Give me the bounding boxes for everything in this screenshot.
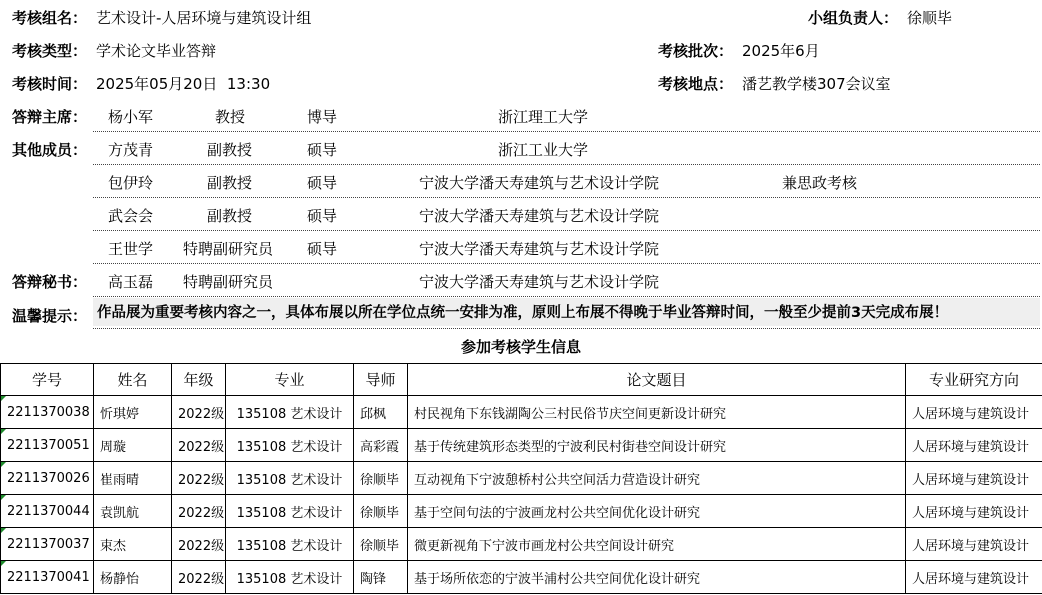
student-id: 2211370038 [7,404,90,420]
table-header-row [1,364,1042,396]
table-row [1,495,1042,528]
student-thesis-title: 村民视角下东钱湖陶公三村民俗节庆空间更新设计研究 [408,396,906,429]
column-header-student-id: 学号 [1,364,94,396]
member-degree: 博导 [307,108,338,126]
column-header-research-direction: 专业研究方向 [906,364,1042,396]
table-row [1,462,1042,495]
student-id-cell [1,396,94,429]
member-org: 宁波大学潘天寿建筑与艺术设计学院 [419,207,660,225]
column-header-name: 姓名 [94,364,172,396]
student-grade: 2022级 [172,429,226,462]
cell-marker [1,396,6,401]
member-name: 包伊玲 [108,174,154,192]
column-header-advisor: 导师 [354,364,408,396]
chair-label: 答辩主席： [12,108,88,126]
member-org: 浙江理工大学 [498,108,589,126]
time-value: 2025年05月20日 13:30 [96,75,271,93]
member-title: 副教授 [207,174,253,192]
member-name: 武会会 [108,207,154,225]
student-advisor: 陶锋 [354,561,408,594]
student-id: 2211370044 [7,503,90,519]
row-divider [93,197,1040,198]
student-research-direction: 人居环境与建筑设计 [906,396,1042,429]
student-id-cell [1,561,94,594]
column-header-grade: 年级 [172,364,226,396]
student-grade: 2022级 [172,462,226,495]
student-id: 2211370026 [7,470,90,486]
member-note: 兼思政考核 [782,174,858,192]
student-name: 束杰 [94,528,172,561]
student-id-cell [1,528,94,561]
batch-label: 考核批次： [658,42,734,60]
cell-marker [1,561,6,566]
column-header-major: 专业 [226,364,354,396]
student-thesis-title: 基于传统建筑形态类型的宁波利民村街巷空间设计研究 [408,429,906,462]
students-section-title: 参加考核学生信息 [460,338,581,356]
member-degree: 硕导 [307,207,338,225]
member-title: 副教授 [207,207,253,225]
student-grade: 2022级 [172,528,226,561]
student-research-direction: 人居环境与建筑设计 [906,462,1042,495]
student-advisor: 徐顺毕 [354,528,408,561]
member-org: 宁波大学潘天寿建筑与艺术设计学院 [419,174,660,192]
member-degree: 硕导 [307,174,338,192]
leader-value: 徐顺毕 [907,9,953,27]
student-thesis-title: 互动视角下宁波憩桥村公共空间活力营造设计研究 [408,462,906,495]
member-name: 方茂青 [108,141,154,159]
others-label: 其他成员： [12,141,88,159]
student-thesis-title: 基于空间句法的宁波画龙村公共空间优化设计研究 [408,495,906,528]
student-advisor: 高彩霞 [354,429,408,462]
student-name: 袁凯航 [94,495,172,528]
student-name: 忻琪婷 [94,396,172,429]
type-value: 学术论文毕业答辩 [96,42,217,60]
table-row [1,561,1042,594]
student-thesis-title: 微更新视角下宁波市画龙村公共空间设计研究 [408,528,906,561]
student-research-direction: 人居环境与建筑设计 [906,561,1042,594]
place-label: 考核地点： [658,75,734,93]
batch-value: 2025年6月 [742,42,820,60]
member-degree: 硕导 [307,141,338,159]
student-id: 2211370051 [7,437,90,453]
student-research-direction: 人居环境与建筑设计 [906,528,1042,561]
row-divider [93,230,1040,231]
row-divider [93,328,1040,329]
cell-marker [1,429,6,434]
student-advisor: 徐顺毕 [354,495,408,528]
student-grade: 2022级 [172,561,226,594]
student-major: 135108 艺术设计 [226,528,354,561]
member-title: 副教授 [207,141,253,159]
row-divider [93,263,1040,264]
time-label: 考核时间： [12,75,88,93]
student-major: 135108 艺术设计 [226,462,354,495]
secretary-label: 答辩秘书： [12,273,88,291]
row-divider [93,164,1040,165]
student-name: 周璇 [94,429,172,462]
member-name: 杨小军 [108,108,154,126]
column-header-thesis-title: 论文题目 [408,364,906,396]
notice-text: 作品展为重要考核内容之一，具体布展以所在学位点统一安排为准，原则上布展不得晚于毕业答辩时间，一般至少提前3天完成布展！ [97,305,949,321]
student-name: 杨静怡 [94,561,172,594]
row-divider [93,296,1040,297]
student-major: 135108 艺术设计 [226,561,354,594]
student-grade: 2022级 [172,495,226,528]
cell-marker [1,495,6,500]
leader-label: 小组负责人： [808,9,899,27]
member-degree: 硕导 [307,240,338,258]
notice-label: 温馨提示： [12,307,88,325]
group-value: 艺术设计-人居环境与建筑设计组 [96,9,312,27]
member-title: 教授 [215,108,246,126]
student-major: 135108 艺术设计 [226,429,354,462]
student-id-cell [1,462,94,495]
student-id-cell [1,495,94,528]
student-advisor: 徐顺毕 [354,462,408,495]
member-title: 特聘副研究员 [183,240,274,258]
table-row [1,528,1042,561]
place-value: 潘艺教学楼307会议室 [742,75,891,93]
student-id: 2211370037 [7,536,90,552]
group-label: 考核组名： [12,9,88,27]
member-org: 宁波大学潘天寿建筑与艺术设计学院 [419,240,660,258]
type-label: 考核类型： [12,42,88,60]
table-row [1,396,1042,429]
student-research-direction: 人居环境与建筑设计 [906,429,1042,462]
member-name: 王世学 [108,240,154,258]
student-grade: 2022级 [172,396,226,429]
students-table [0,363,1042,594]
student-research-direction: 人居环境与建筑设计 [906,495,1042,528]
member-title: 特聘副研究员 [183,273,274,291]
table-row [1,429,1042,462]
student-id: 2211370041 [7,569,90,585]
cell-marker [1,528,6,533]
student-thesis-title: 基于场所依恋的宁波半浦村公共空间优化设计研究 [408,561,906,594]
member-org: 浙江工业大学 [498,141,589,159]
student-major: 135108 艺术设计 [226,396,354,429]
member-name: 高玉磊 [108,273,154,291]
member-org: 宁波大学潘天寿建筑与艺术设计学院 [419,273,660,291]
student-advisor: 邱枫 [354,396,408,429]
student-name: 崔雨晴 [94,462,172,495]
row-divider [93,131,1040,132]
cell-marker [1,462,6,467]
student-id-cell [1,429,94,462]
student-major: 135108 艺术设计 [226,495,354,528]
